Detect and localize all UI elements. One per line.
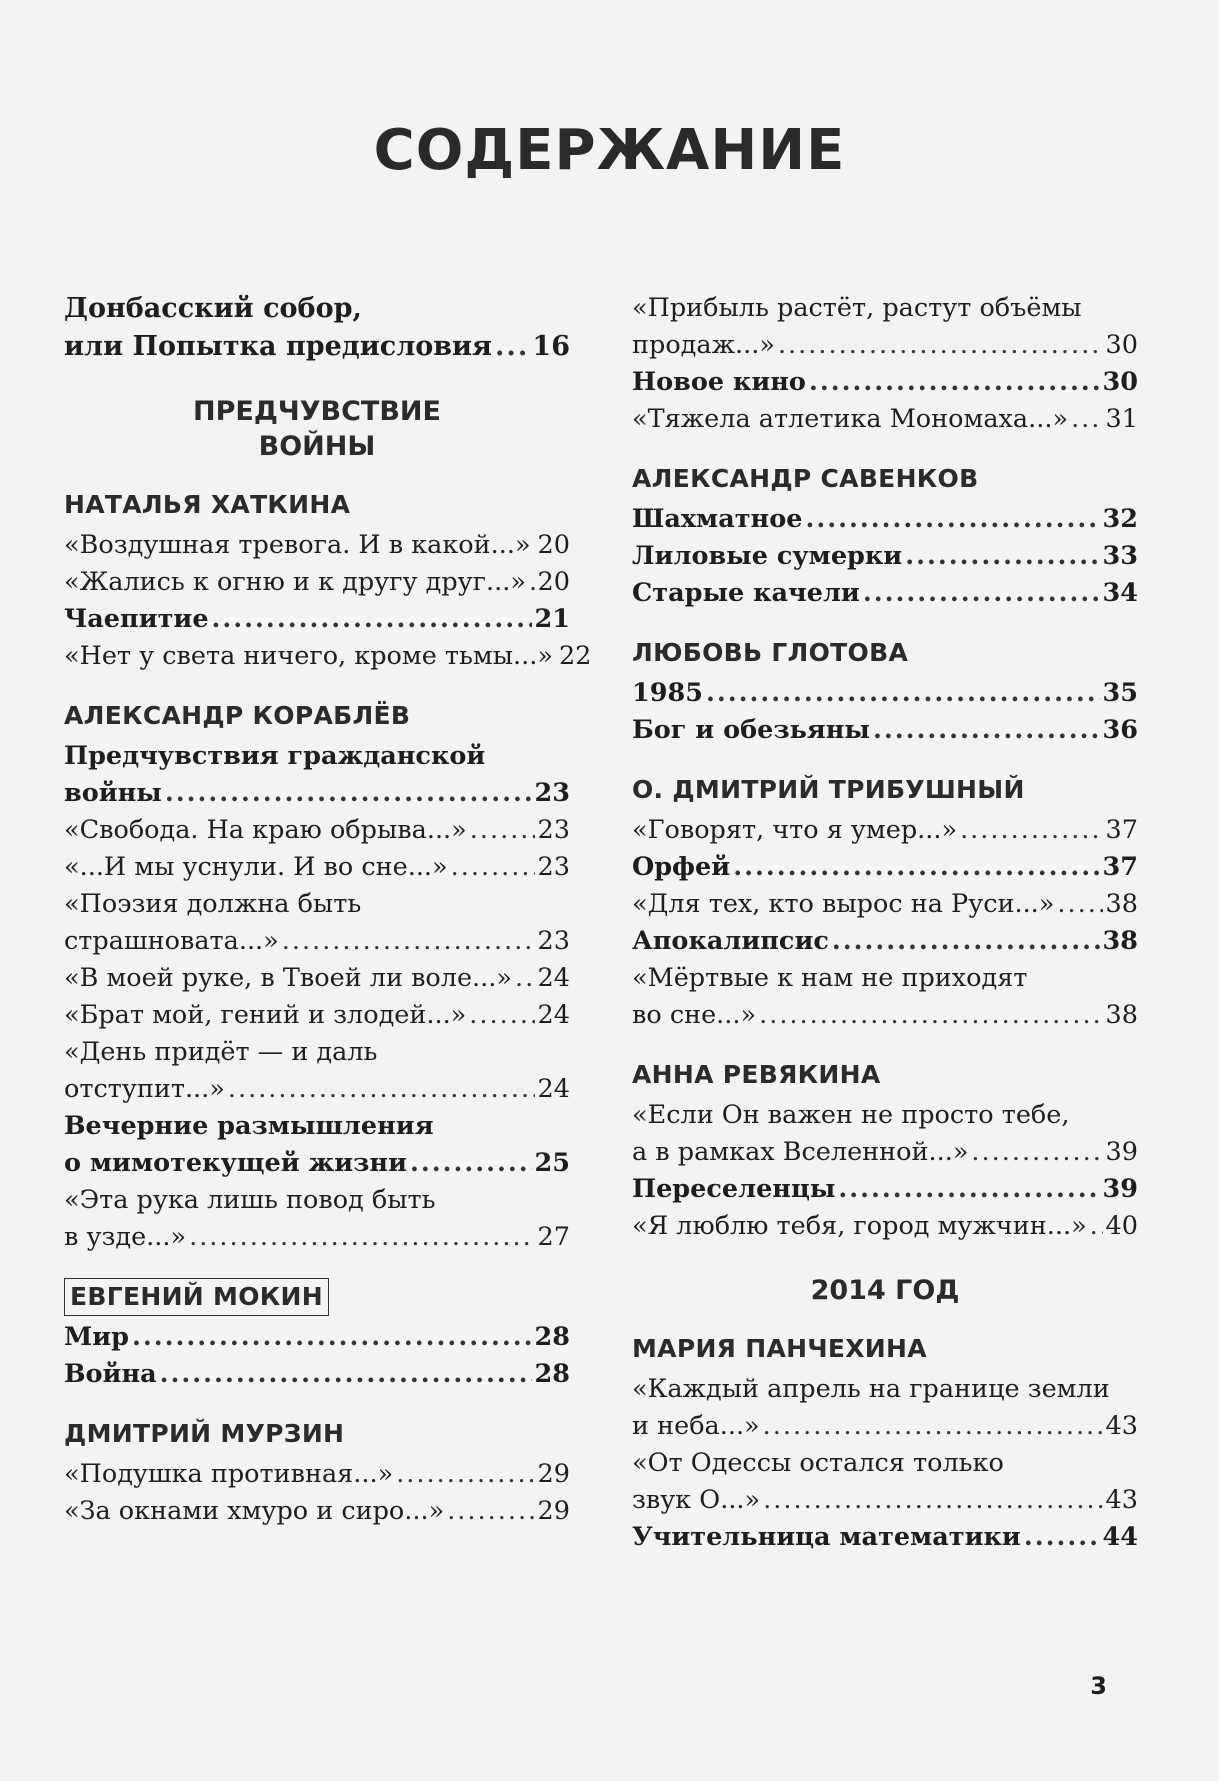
toc-entry	[632, 1445, 1138, 1519]
entry-row	[632, 1208, 1138, 1245]
toc-entry	[632, 501, 1138, 538]
entry-page: 28	[534, 1322, 570, 1352]
entry-row	[64, 601, 570, 638]
entry-row	[64, 923, 570, 960]
leader-dots	[515, 960, 535, 997]
entry-page: 30	[1105, 330, 1138, 360]
author-heading	[632, 771, 1138, 809]
section-heading-line: 2014 ГОД	[810, 1275, 960, 1306]
toc-entry	[64, 1356, 570, 1393]
toc-entry	[64, 1319, 570, 1356]
entry-title: Мир	[64, 1322, 129, 1352]
entry-row	[632, 401, 1138, 438]
entry-title: «Я люблю тебя, город мужчин...»	[632, 1211, 1087, 1241]
leader-dots	[1071, 401, 1102, 438]
toc-entry	[632, 886, 1138, 923]
entry-row	[64, 1145, 570, 1182]
entry-row	[632, 1519, 1138, 1556]
toc-entry	[632, 538, 1138, 575]
author-name: НАТАЛЬЯ ХАТКИНА	[64, 490, 351, 519]
leader-dots	[282, 923, 535, 960]
entry-title: Шахматное	[632, 504, 803, 534]
author-name: О. ДМИТРИЙ ТРИБУШНЫЙ	[632, 775, 1025, 804]
entry-title: и неба...»	[632, 1411, 760, 1441]
entry-title: отступит...»	[64, 1074, 225, 1104]
entry-title-first-line: «Прибыль растёт, растут объёмы	[632, 293, 1082, 323]
toc-entry	[64, 1034, 570, 1108]
toc-entry	[64, 564, 570, 601]
entry-page: 16	[532, 331, 570, 362]
toc-entry	[632, 1171, 1138, 1208]
entry-title: о мимотекущей жизни	[64, 1148, 407, 1178]
entry-row	[632, 886, 1138, 923]
leader-dots	[534, 527, 535, 564]
author-name: АЛЕКСАНДР КОРАБЛЁВ	[64, 701, 411, 730]
entry-page: 37	[1105, 815, 1138, 845]
entry-title: Война	[64, 1359, 157, 1389]
entry-page: 38	[1105, 1000, 1138, 1030]
toc-entry	[64, 812, 570, 849]
toc-entry	[64, 1493, 570, 1530]
entry-title: а в рамках Вселенной...»	[632, 1137, 969, 1167]
toc-entry	[64, 849, 570, 886]
entry-title: Чаепитие	[64, 604, 209, 634]
entry-page: 23	[537, 815, 570, 845]
entry-title: Апокалипсис	[632, 926, 829, 956]
entry-page: 36	[1102, 715, 1138, 745]
entry-page: 31	[1105, 404, 1138, 434]
entry-title: Учительница математики	[632, 1522, 1021, 1552]
author-name: ЛЮБОВЬ ГЛОТОВА	[632, 638, 909, 667]
preface-line1: Донбасский собор,	[64, 293, 362, 324]
leader-dots	[469, 997, 534, 1034]
entry-page: 23	[534, 778, 570, 808]
entry-row	[64, 775, 570, 812]
section-heading-line: ВОЙНЫ	[258, 431, 376, 462]
section-heading	[64, 394, 570, 464]
leader-dots	[706, 675, 1100, 712]
preface-entry	[64, 290, 570, 366]
entry-page: 38	[1102, 926, 1138, 956]
entry-row	[632, 364, 1138, 401]
author-heading	[64, 486, 570, 524]
entry-title: «Тяжела атлетика Мономаха...»	[632, 404, 1069, 434]
author-heading	[632, 460, 1138, 498]
entry-title-first-line: «Эта рука лишь повод быть	[64, 1185, 436, 1215]
leader-dots	[971, 1134, 1102, 1171]
leader-dots	[832, 923, 1100, 960]
toc-entry	[632, 960, 1138, 1034]
entry-title: «Нет у света ничего, кроме тьмы...»	[64, 641, 553, 671]
author-heading	[632, 634, 1138, 672]
toc-entry	[64, 638, 592, 675]
leader-dots	[410, 1145, 532, 1182]
entry-title-first-line: «От Одессы остался только	[632, 1448, 1004, 1478]
leader-dots	[763, 1482, 1102, 1519]
section-heading	[632, 1273, 1138, 1308]
leader-dots	[160, 1356, 532, 1393]
entry-title: «Подушка противная...»	[64, 1459, 394, 1489]
entry-title: продаж...»	[632, 330, 775, 360]
entry-row	[632, 575, 1138, 612]
toc-entry	[632, 849, 1138, 886]
entry-row	[64, 1319, 570, 1356]
leader-dots	[1090, 1208, 1103, 1245]
entry-row	[632, 675, 1138, 712]
leader-dots	[447, 1493, 534, 1530]
entry-row	[632, 501, 1138, 538]
entry-row	[632, 1134, 1138, 1171]
toc-entry	[64, 527, 570, 564]
entry-page: 24	[537, 1000, 570, 1030]
toc-left-column	[64, 290, 592, 1530]
entry-title-first-line: «Каждый апрель на границе земли	[632, 1374, 1110, 1404]
entry-row	[64, 1456, 570, 1493]
entry-page: 23	[537, 852, 570, 882]
entry-row	[64, 1219, 570, 1256]
entry-row	[632, 1482, 1138, 1519]
entry-row	[632, 849, 1138, 886]
leader-dots	[495, 328, 529, 366]
leader-dots	[165, 775, 532, 812]
entry-title: «...И мы уснули. И во сне...»	[64, 852, 448, 882]
author-name: МАРИЯ ПАНЧЕХИНА	[632, 1334, 927, 1363]
toc-entry	[64, 738, 570, 812]
entry-page: 39	[1105, 1137, 1138, 1167]
entry-row	[64, 527, 570, 564]
entry-page: 20	[537, 530, 570, 560]
leader-dots	[132, 1319, 532, 1356]
entry-page: 20	[537, 567, 570, 597]
author-heading	[64, 1278, 570, 1316]
entry-row	[632, 923, 1138, 960]
entry-page: 29	[537, 1496, 570, 1526]
entry-title: «Брат мой, гений и злодей...»	[64, 1000, 467, 1030]
entry-title-first-line: «Мёртвые к нам не приходят	[632, 963, 1028, 993]
author-heading	[632, 1056, 1138, 1094]
left-entries	[64, 394, 592, 1530]
entry-page: 28	[534, 1359, 570, 1389]
toc-entry	[632, 675, 1138, 712]
toc-entry	[632, 712, 1138, 749]
author-heading	[64, 1415, 570, 1453]
entry-page: 34	[1102, 578, 1138, 608]
author-heading	[64, 697, 570, 735]
leader-dots	[733, 849, 1099, 886]
entry-page: 27	[537, 1222, 570, 1252]
page-number: 3	[1090, 1672, 1107, 1700]
leader-dots	[778, 327, 1103, 364]
leader-dots	[805, 501, 1099, 538]
entry-title: «Воздушная тревога. И в какой...»	[64, 530, 531, 560]
entry-title: Переселенцы	[632, 1174, 836, 1204]
entry-title: Лиловые сумерки	[632, 541, 903, 571]
entry-title: «Для тех, кто вырос на Руси...»	[632, 889, 1055, 919]
leader-dots	[228, 1071, 535, 1108]
entry-title-first-line: «День придёт — и даль	[64, 1037, 378, 1067]
entry-title: Старые качели	[632, 578, 860, 608]
entry-title: войны	[64, 778, 162, 808]
toc-entry	[64, 601, 570, 638]
leader-dots	[396, 1456, 534, 1493]
entry-title-first-line: Вечерние размышления	[64, 1111, 434, 1141]
toc-entry	[632, 575, 1138, 612]
author-name: ДМИТРИЙ МУРЗИН	[64, 1419, 345, 1448]
entry-row	[632, 538, 1138, 575]
leader-dots	[763, 1408, 1103, 1445]
entry-row	[64, 1493, 570, 1530]
entry-title: «Говорят, что я умер...»	[632, 815, 958, 845]
author-name: ЕВГЕНИЙ МОКИН	[64, 1278, 329, 1316]
leader-dots	[905, 538, 1099, 575]
right-entries	[632, 290, 1138, 1556]
entry-row	[64, 1356, 570, 1393]
entry-page: 24	[537, 963, 570, 993]
toc-entry	[632, 1519, 1138, 1556]
author-name: АННА РЕВЯКИНА	[632, 1060, 881, 1089]
toc-entry	[64, 886, 570, 960]
entry-row	[632, 1171, 1138, 1208]
entry-row	[64, 564, 570, 601]
leader-dots	[189, 1219, 534, 1256]
entry-page: 32	[1102, 504, 1138, 534]
toc-entry	[632, 1371, 1138, 1445]
leader-dots	[1024, 1519, 1100, 1556]
leader-dots	[470, 812, 535, 849]
toc-entry	[64, 997, 570, 1034]
toc-entry	[632, 290, 1138, 364]
entry-page: 37	[1102, 852, 1138, 882]
entry-title: звук О...»	[632, 1485, 761, 1515]
entry-page: 40	[1105, 1211, 1138, 1241]
entry-page: 35	[1102, 678, 1138, 708]
entry-title: «Жались к огню и к другу друг...»	[64, 567, 526, 597]
entry-title: Новое кино	[632, 367, 806, 397]
toc-entry	[64, 1108, 570, 1182]
entry-page: 25	[534, 1148, 570, 1178]
preface-line2	[64, 328, 570, 366]
entry-page: 21	[534, 604, 570, 634]
entry-page: 23	[537, 926, 570, 956]
entry-row	[64, 812, 570, 849]
entry-title: во сне...»	[632, 1000, 757, 1030]
entry-row	[64, 849, 570, 886]
author-heading	[632, 1330, 1138, 1368]
toc-entry	[632, 364, 1138, 401]
leader-dots	[759, 997, 1102, 1034]
leader-dots	[451, 849, 535, 886]
entry-title: «За окнами хмуро и сиро...»	[64, 1496, 445, 1526]
entry-row	[64, 1071, 570, 1108]
leader-dots	[838, 1171, 1099, 1208]
toc-entry	[632, 1097, 1138, 1171]
entry-row	[632, 327, 1138, 364]
entry-title-first-line: «Если Он важен не просто тебе,	[632, 1100, 1070, 1130]
leader-dots	[212, 601, 532, 638]
section-heading-line: ПРЕДЧУВСТВИЕ	[193, 396, 441, 427]
entry-page: 29	[537, 1459, 570, 1489]
entry-title: 1985	[632, 678, 703, 708]
toc-entry	[632, 923, 1138, 960]
entry-title-first-line: «Поэзия должна быть	[64, 889, 362, 919]
entry-title: Бог и обезьяны	[632, 715, 870, 745]
entry-title-first-line: Предчувствия гражданской	[64, 741, 486, 771]
toc-entry	[632, 401, 1138, 438]
entry-page: 38	[1105, 889, 1138, 919]
entry-page: 39	[1102, 1174, 1138, 1204]
leader-dots	[863, 575, 1100, 612]
entry-page: 33	[1102, 541, 1138, 571]
entry-title: Орфей	[632, 852, 731, 882]
leader-dots	[529, 564, 535, 601]
entry-page: 43	[1105, 1485, 1138, 1515]
entry-row	[64, 997, 570, 1034]
entry-page: 44	[1102, 1522, 1138, 1552]
toc-entry	[632, 812, 1138, 849]
author-name: АЛЕКСАНДР САВЕНКОВ	[632, 464, 979, 493]
entry-page: 22	[558, 641, 592, 671]
leader-dots	[960, 812, 1102, 849]
entry-title: страшновата...»	[64, 926, 279, 956]
entry-row	[632, 997, 1138, 1034]
leader-dots	[809, 364, 1100, 401]
toc-entry	[64, 1456, 570, 1493]
entry-row	[64, 638, 592, 675]
entry-title: в узде...»	[64, 1222, 187, 1252]
page-title: СОДЕРЖАНИЕ	[373, 118, 846, 183]
toc-right-column	[632, 290, 1138, 1556]
entry-title: «В моей руке, в Твоей ли воле...»	[64, 963, 512, 993]
entry-page: 30	[1102, 367, 1138, 397]
entry-title: «Свобода. На краю обрыва...»	[64, 815, 467, 845]
entry-row	[632, 812, 1138, 849]
entry-row	[632, 1408, 1138, 1445]
toc-entry	[64, 1182, 570, 1256]
toc-entry	[64, 960, 570, 997]
toc-entry	[632, 1208, 1138, 1245]
entry-row	[632, 712, 1138, 749]
entry-page: 24	[537, 1074, 570, 1104]
leader-dots	[873, 712, 1100, 749]
leader-dots	[1057, 886, 1102, 923]
entry-page: 43	[1105, 1411, 1138, 1441]
entry-title: или Попытка предисловия	[64, 331, 493, 362]
entry-row	[64, 960, 570, 997]
